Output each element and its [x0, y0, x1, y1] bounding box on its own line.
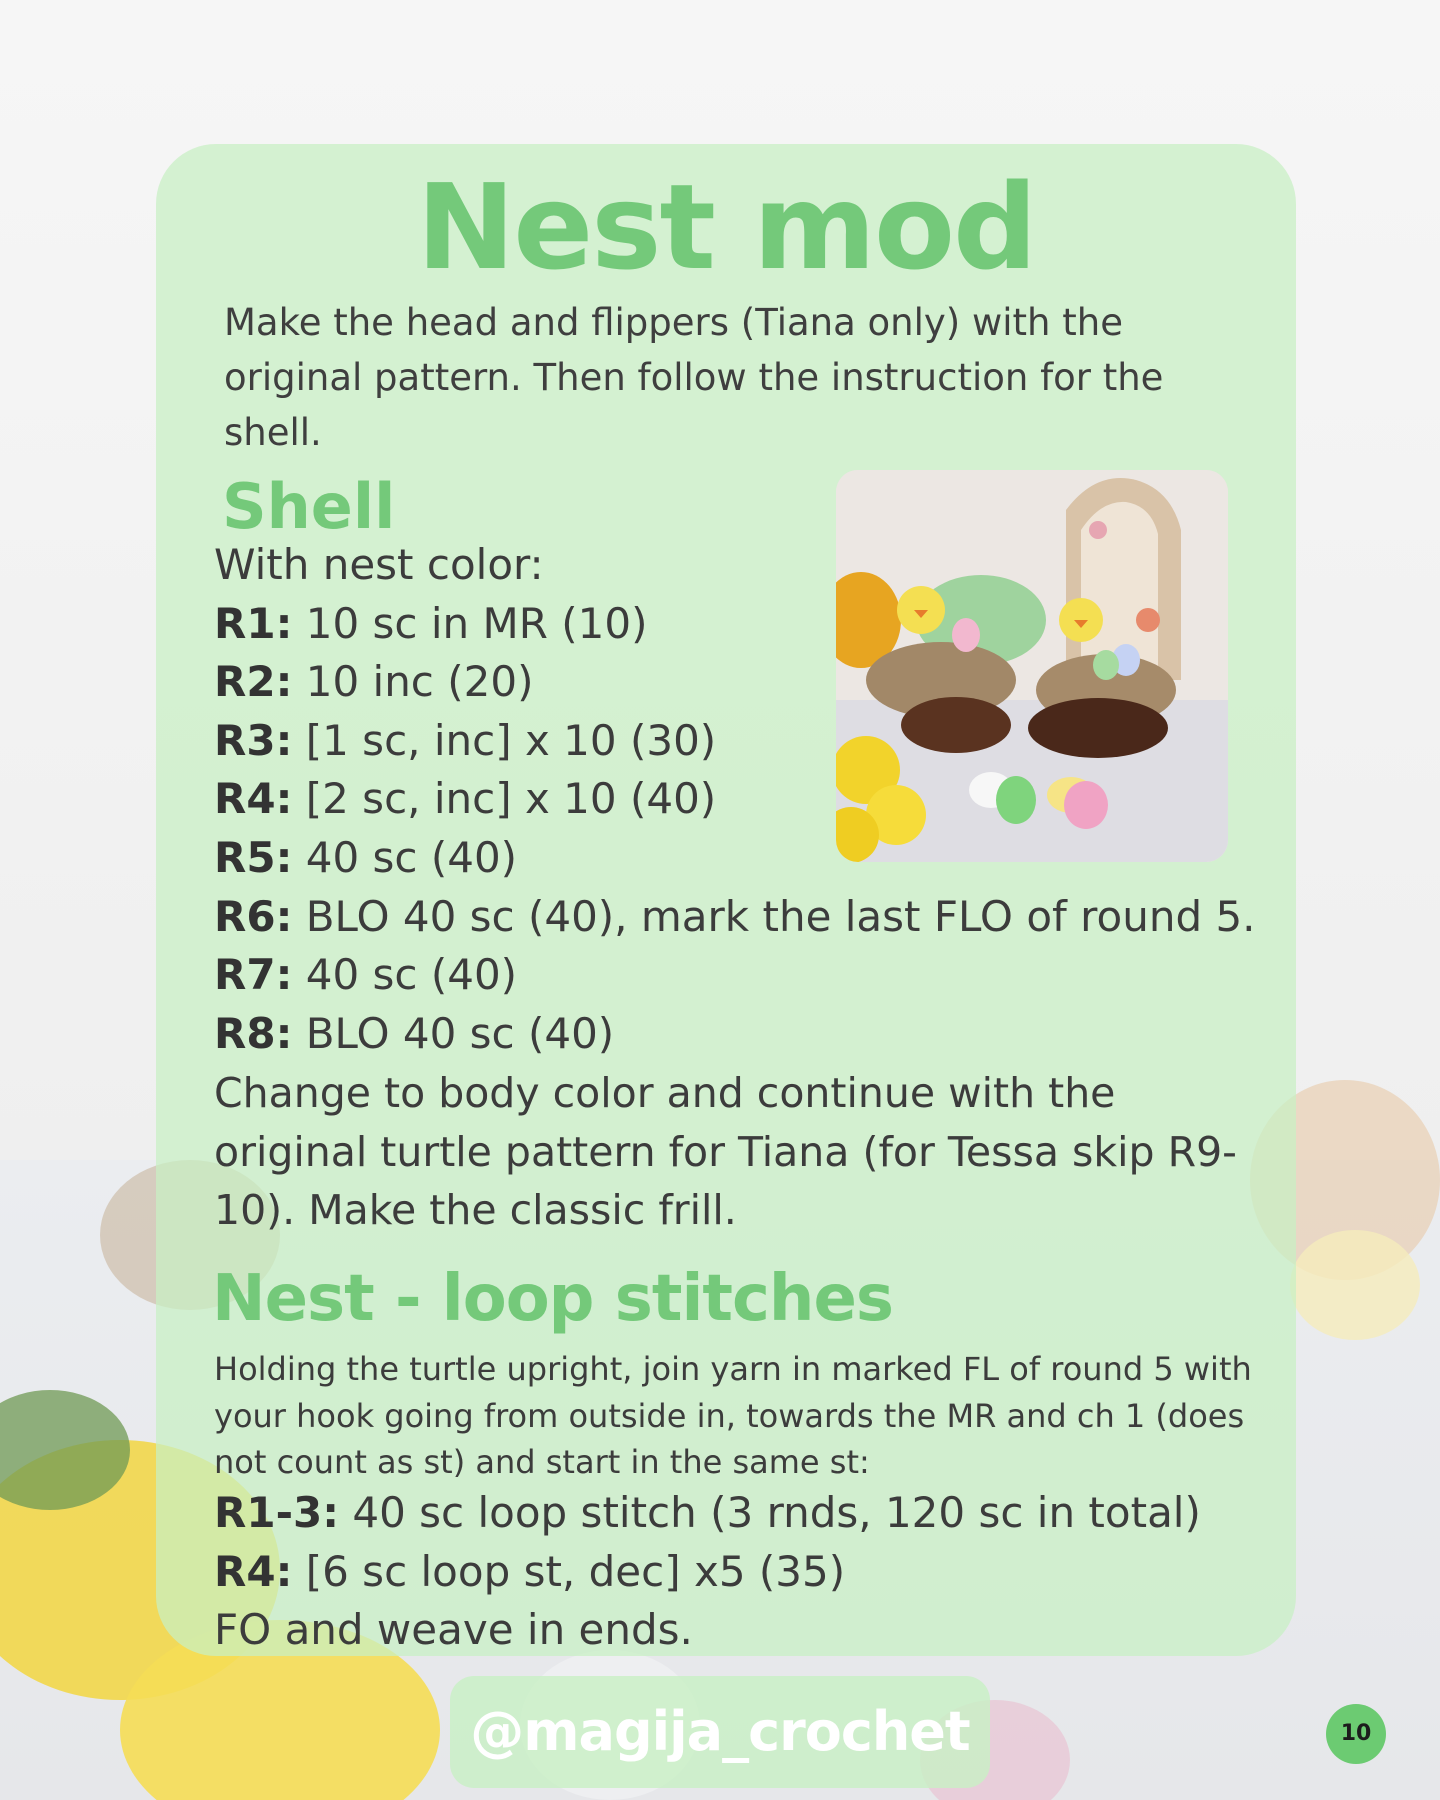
- shell-line: R8: BLO 40 sc (40): [214, 1008, 615, 1058]
- shell-heading: Shell: [222, 470, 396, 543]
- round-label: R4:: [214, 1546, 293, 1596]
- shell-line: R5: 40 sc (40): [214, 832, 518, 882]
- nest-line: FO and weave in ends.: [214, 1605, 693, 1655]
- shell-line: R1: 10 sc in MR (10): [214, 598, 648, 648]
- shell-note: Change to body color and continue with the original turtle pattern for Tiana (for Tessa skip R9-10). Make the classic frill.: [214, 1069, 1237, 1235]
- nest-intro: Holding the turtle upright, join yarn in marked FL of round 5 with your hook going from outside in, towards the MR and ch 1 (does not count as st) and start in the same st:: [214, 1350, 1252, 1481]
- round-label: R3:: [214, 715, 293, 765]
- round-label: R5:: [214, 832, 293, 882]
- shell-line: R2: 10 inc (20): [214, 657, 534, 707]
- round-label: R6:: [214, 891, 293, 941]
- shell-line: R4: [2 sc, inc] x 10 (40): [214, 774, 717, 824]
- shell-line: R3: [1 sc, inc] x 10 (30): [214, 715, 717, 765]
- instagram-handle: @magija_crochet: [450, 1676, 990, 1788]
- nest-line: R1-3: 40 sc loop stitch (3 rnds, 120 sc in total): [214, 1488, 1201, 1537]
- page-title: Nest mod: [416, 158, 1036, 296]
- round-label: R7:: [214, 950, 293, 1000]
- round-label: R8:: [214, 1008, 293, 1058]
- shell-line: With nest color:: [214, 540, 544, 589]
- round-label: R4:: [214, 774, 293, 824]
- intro-text: Make the head and flippers (Tiana only) with the original pattern. Then follow the instruction for the shell.: [224, 301, 1164, 454]
- shell-line: R7: 40 sc (40): [214, 950, 518, 1000]
- round-label: R1-3:: [214, 1488, 340, 1537]
- nest-turtles-illustration: [836, 470, 1228, 862]
- nest-heading: Nest - loop stitches: [212, 1262, 893, 1336]
- background-yarn-ball: [1290, 1230, 1420, 1340]
- nest-instructions: [214, 1484, 1274, 1660]
- shell-line: R6: BLO 40 sc (40), mark the last FLO of round 5.: [214, 891, 1256, 941]
- page-number-badge: 10: [1326, 1704, 1386, 1764]
- round-label: R2:: [214, 657, 293, 707]
- nest-line: R4: [6 sc loop st, dec] x5 (35): [214, 1546, 846, 1596]
- round-label: R1:: [214, 598, 293, 648]
- nest-turtles-photo: [836, 470, 1228, 862]
